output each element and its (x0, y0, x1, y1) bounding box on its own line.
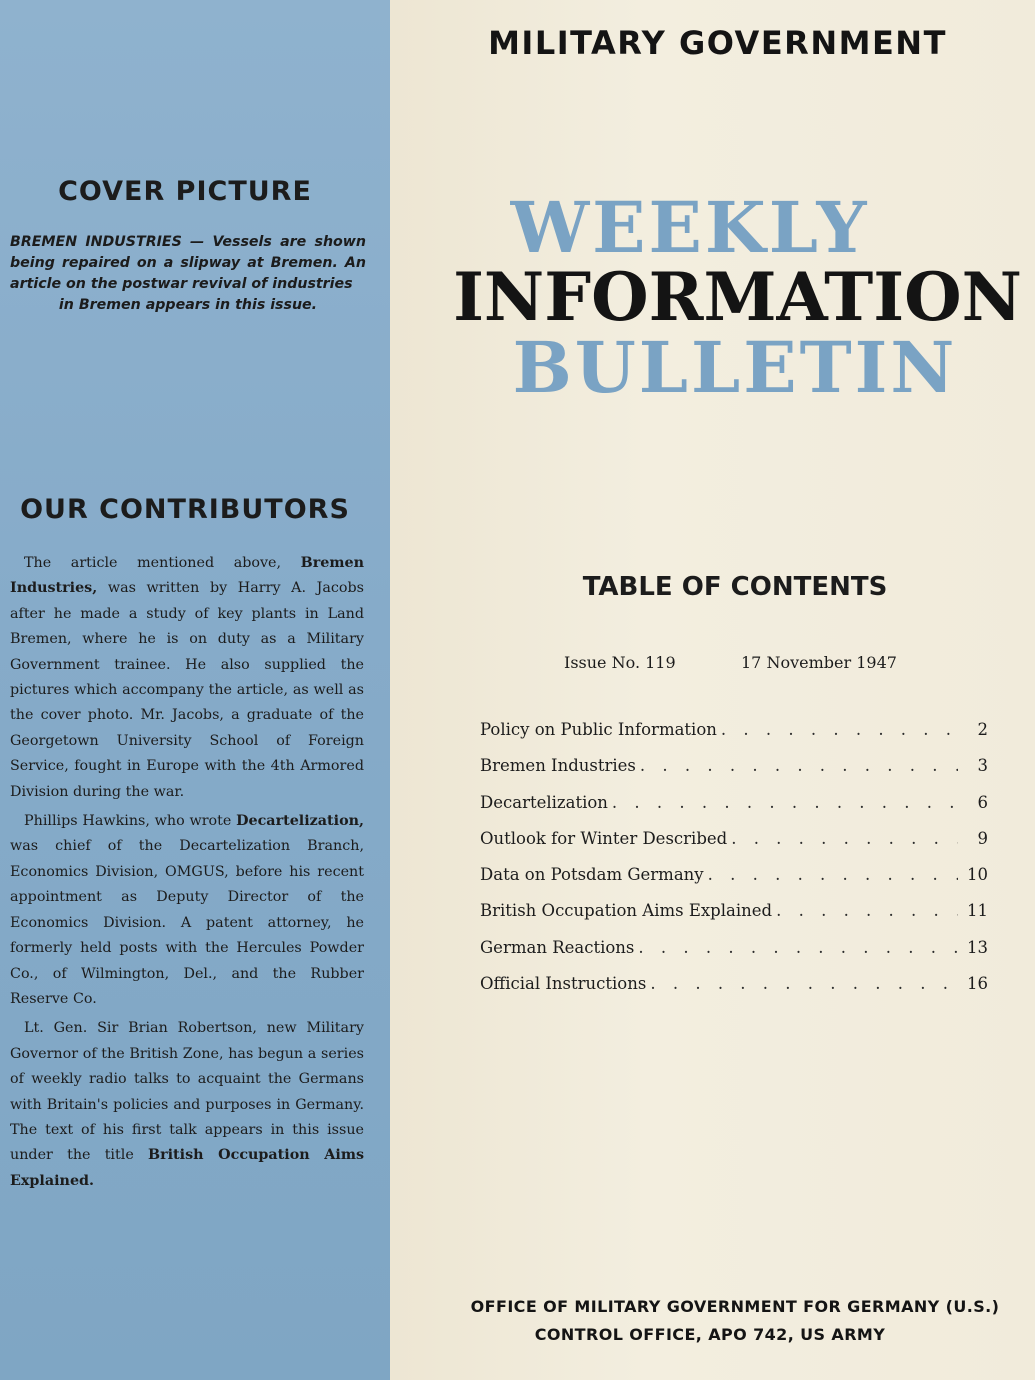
toc-item-page: 6 (977, 792, 988, 812)
toc-item[interactable] (480, 901, 988, 937)
toc-item-title: Outlook for Winter Described (480, 828, 728, 848)
p1-pre: The article mentioned above, (24, 555, 301, 571)
toc-item[interactable] (480, 793, 988, 829)
toc-item-page: 9 (977, 828, 988, 848)
toc-item[interactable] (480, 938, 988, 974)
cover-caption-lead: BREMEN INDUSTRIES (10, 234, 182, 250)
toc-item[interactable] (480, 720, 988, 756)
p3-pre: Lt. Gen. Sir Brian Robertson, new Military Governor of the British Zone, has begun a series of weekly radio talks to acquaint the Germans with Britain's policies and purposes in Germany. The text of his first talk appears in this issue under the title (10, 1020, 364, 1164)
cover-picture-heading: COVER PICTURE (58, 176, 312, 207)
toc-heading: TABLE OF CONTENTS (582, 572, 888, 602)
cover-caption (10, 232, 366, 316)
p2-pre: Phillips Hawkins, who wrote (24, 813, 237, 830)
contributors-heading: OUR CONTRIBUTORS (20, 494, 350, 525)
toc-item[interactable] (480, 865, 988, 901)
toc-item[interactable] (480, 974, 988, 1010)
p1-bold: Bremen Industries, (10, 555, 364, 597)
issue-number: Issue No. 119 (564, 653, 676, 672)
toc-item-title: Data on Potsdam Germany (480, 865, 704, 885)
toc-item-page: 16 (967, 974, 988, 994)
footer-control-line: CONTROL OFFICE, APO 742, US ARMY (534, 1325, 886, 1344)
contributor-paragraph (10, 809, 364, 1012)
p3-bold: British Occupation Aims Explained. (10, 1147, 364, 1189)
toc-leader (731, 829, 958, 848)
toc-item-title: British Occupation Aims Explained (480, 901, 773, 921)
toc-leader (638, 938, 958, 957)
toc-item-title: German Reactions (480, 937, 635, 957)
toc-item-page: 10 (967, 865, 988, 885)
footer-office-line: OFFICE OF MILITARY GOVERNMENT FOR GERMANY (U.S.) (470, 1297, 1000, 1316)
toc-item-page: 2 (977, 720, 988, 739)
p2-post: was chief of the Decartelization Branch, Economics Division, OMGUS, before his recent appointment as Deputy Director of the Economics Division. A patent attorney, he formerly held posts with the Hercules Powder Co., of Wilmington, Del., and the Rubber Reserve Co. (10, 838, 364, 1007)
toc-item-page: 3 (977, 756, 988, 776)
toc-leader (708, 865, 958, 884)
cover-caption-last: in Bremen appears in this issue. (58, 297, 318, 313)
p1-post: was written by Harry A. Jacobs after he made a study of key plants in Land Bremen, where he is on duty as a Military Government trainee. He also supplied the pictures which accompany the article, as well as the cover photo. Mr. Jacobs, a graduate of the Georgetown University School of Foreign Service, fought in Europe with the 4th Armored Division during the war. (10, 580, 364, 800)
contributor-paragraph (10, 551, 364, 805)
toc-leader (721, 720, 958, 739)
toc-leader (650, 974, 958, 993)
p2-bold: Decartelization, (236, 813, 364, 830)
contributor-paragraph (10, 1016, 364, 1194)
toc-item-title: Bremen Industries (480, 756, 636, 776)
toc-item-title: Policy on Public Information (480, 720, 717, 739)
toc-leader (776, 901, 958, 920)
title-information: INFORMATION (453, 258, 1022, 336)
toc-item-title: Decartelization (480, 792, 608, 812)
toc-leader (612, 793, 958, 812)
toc-item[interactable] (480, 756, 988, 792)
toc-leader (640, 756, 958, 775)
toc-item[interactable] (480, 829, 988, 865)
masthead: MILITARY GOVERNMENT (488, 24, 947, 62)
issue-date: 17 November 1947 (741, 653, 897, 672)
title-bulletin: BULLETIN (512, 326, 958, 409)
contributors-text (10, 551, 364, 1198)
cover-caption-body: — Vessels are shown being repaired on a slipway at Bremen. An article on the postwar revival of industries (10, 234, 366, 292)
toc-item-page: 13 (967, 937, 988, 957)
toc-list (480, 720, 988, 1010)
toc-item-page: 11 (967, 901, 988, 921)
title-weekly: WEEKLY (510, 186, 870, 269)
toc-item-title: Official Instructions (480, 974, 647, 994)
